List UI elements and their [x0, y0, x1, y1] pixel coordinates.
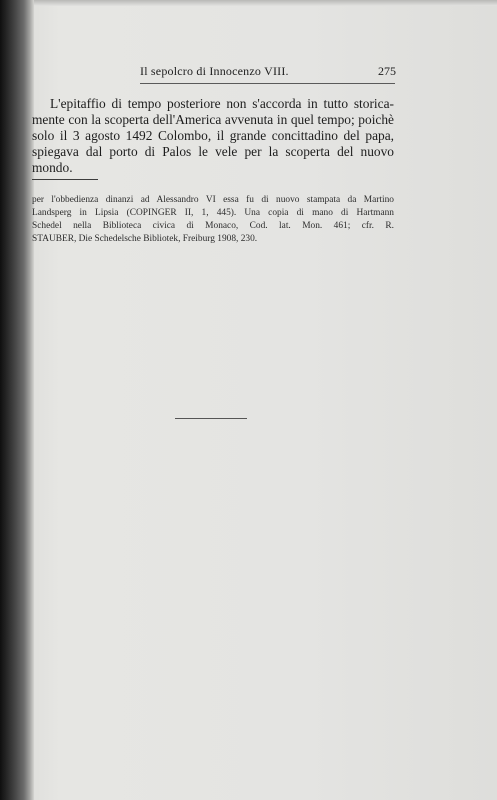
section-end-rule	[175, 418, 247, 419]
footnote-line: Schedel nella Biblioteca civica di Monaco, Cod. lat. Mon. 461; cfr. R.	[32, 221, 394, 231]
page-number: 275	[378, 64, 396, 78]
body-line: solo il 3 agosto 1492 Colombo, il grande concittadino del papa,	[32, 128, 394, 143]
book-binding-shadow	[0, 0, 34, 800]
page-top-edge	[34, 0, 497, 6]
body-line: mondo.	[32, 160, 73, 175]
footnote-rule	[32, 179, 98, 180]
body-line: spiegava dal porto di Palos le vele per la scoperta del nuovo	[32, 144, 394, 159]
footnote-line: Landsperg in Lipsia (COPINGER II, 1, 445). Una copia di mano di Hartmann	[32, 208, 394, 218]
header-rule	[140, 83, 395, 84]
footnote	[32, 194, 394, 246]
body-paragraph	[32, 96, 394, 176]
body-line: mente con la scoperta dell'America avvenuta in quel tempo; poichè	[32, 112, 394, 127]
footnote-line: STAUBER, Die Schedelsche Bibliotek, Freiburg 1908, 230.	[32, 234, 258, 244]
footnote-line: per l'obbedienza dinanzi ad Alessandro VI essa fu di nuovo stampata da Martino	[32, 195, 394, 205]
body-line: L'epitaffio di tempo posteriore non s'accorda in tutto storica-	[50, 96, 394, 111]
running-title: Il sepolcro di Innocenzo VIII.	[140, 64, 289, 78]
